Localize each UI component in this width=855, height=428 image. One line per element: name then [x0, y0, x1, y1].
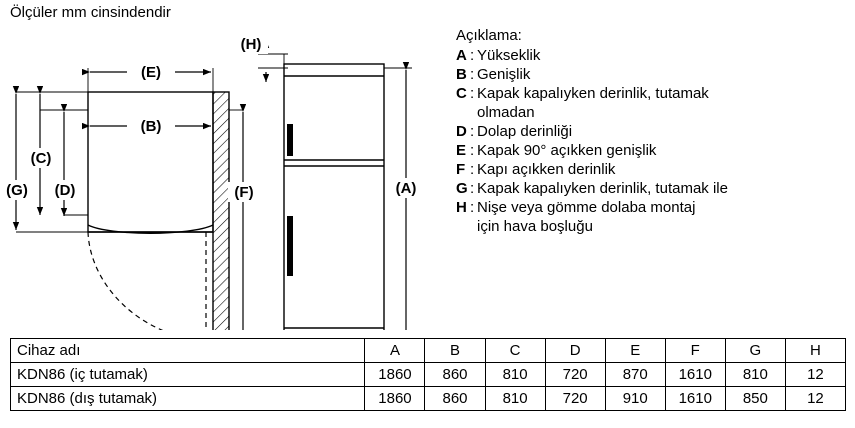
legend-item-d — [456, 122, 848, 141]
legend-key-e: E — [456, 142, 467, 159]
legend-item-f — [456, 160, 848, 179]
legend-text-h-cont: için hava boşluğu — [477, 218, 593, 235]
cell-d: 720 — [545, 387, 605, 411]
legend-item-e — [456, 141, 848, 160]
dim-label-d: (D) — [54, 182, 76, 199]
legend-text-h: Nişe veya gömme dolaba montaj — [477, 199, 696, 216]
cell-g: 850 — [725, 387, 785, 411]
table-header-a: A — [365, 339, 425, 363]
legend-text-c: Kapak kapalıyken derinlik, tutamak — [477, 85, 709, 102]
legend-colon: : — [470, 142, 475, 159]
cell-b: 860 — [425, 363, 485, 387]
legend-text-e: Kapak 90° açıkken genişlik — [477, 142, 657, 159]
table-row — [11, 387, 846, 411]
cell-a: 1860 — [365, 363, 425, 387]
table-header-b: B — [425, 339, 485, 363]
cell-h: 12 — [785, 363, 845, 387]
legend — [456, 26, 848, 236]
table-header-c: C — [485, 339, 545, 363]
legend-colon: : — [470, 85, 475, 102]
cell-d: 720 — [545, 363, 605, 387]
table-header-f: F — [665, 339, 725, 363]
legend-colon: : — [470, 161, 475, 178]
units-note: Ölçüler mm cinsindendir — [10, 4, 171, 21]
legend-key-f: F — [456, 161, 466, 178]
legend-text-b: Genişlik — [477, 66, 531, 83]
table-header-d: D — [545, 339, 605, 363]
cell-g: 810 — [725, 363, 785, 387]
legend-key-h: H — [456, 199, 467, 216]
dim-label-a: (A) — [395, 180, 417, 197]
cell-c: 810 — [485, 387, 545, 411]
dimensions-table — [10, 338, 846, 411]
legend-colon: : — [470, 199, 475, 216]
cell-c: 810 — [485, 363, 545, 387]
legend-colon: : — [470, 180, 475, 197]
dim-label-g: (G) — [6, 182, 28, 199]
cell-f: 1610 — [665, 363, 725, 387]
table-header-name: Cihaz adı — [11, 339, 365, 363]
legend-key-g: G — [456, 180, 468, 197]
row-label: KDN86 (dış tutamak) — [11, 387, 365, 411]
table-row — [11, 363, 846, 387]
legend-key-c: C — [456, 85, 467, 102]
legend-item-h — [456, 198, 848, 217]
legend-item-g — [456, 179, 848, 198]
cell-h: 12 — [785, 387, 845, 411]
legend-key-d: D — [456, 123, 467, 140]
dim-label-f: (F) — [234, 184, 254, 201]
cell-a: 1860 — [365, 387, 425, 411]
legend-colon: : — [470, 66, 475, 83]
cell-e: 870 — [605, 363, 665, 387]
cell-f: 1610 — [665, 387, 725, 411]
row-label: KDN86 (iç tutamak) — [11, 363, 365, 387]
legend-text-a: Yükseklik — [477, 47, 541, 64]
dim-label-c: (C) — [30, 150, 52, 167]
legend-item-a — [456, 46, 848, 65]
dim-label-h: (H) — [240, 36, 262, 53]
legend-text-g: Kapak kapalıyken derinlik, tutamak ile — [477, 180, 728, 197]
legend-colon: : — [470, 123, 475, 140]
cell-e: 910 — [605, 387, 665, 411]
legend-text-c-cont: olmadan — [477, 104, 535, 121]
appliance-dimension-drawing — [0, 20, 450, 330]
dim-label-b: (B) — [140, 118, 162, 135]
legend-text-f: Kapı açıkken derinlik — [477, 161, 616, 178]
dim-label-e: (E) — [141, 64, 161, 81]
legend-item-b — [456, 65, 848, 84]
legend-title: Açıklama: — [456, 27, 522, 44]
legend-colon: : — [470, 47, 475, 64]
legend-item-c — [456, 84, 848, 103]
table-header-h: H — [785, 339, 845, 363]
cell-b: 860 — [425, 387, 485, 411]
legend-key-a: A — [456, 47, 467, 64]
legend-key-b: B — [456, 66, 467, 83]
table-header-e: E — [605, 339, 665, 363]
table-header-g: G — [725, 339, 785, 363]
table-header-row — [11, 339, 846, 363]
legend-text-d: Dolap derinliği — [477, 123, 573, 140]
